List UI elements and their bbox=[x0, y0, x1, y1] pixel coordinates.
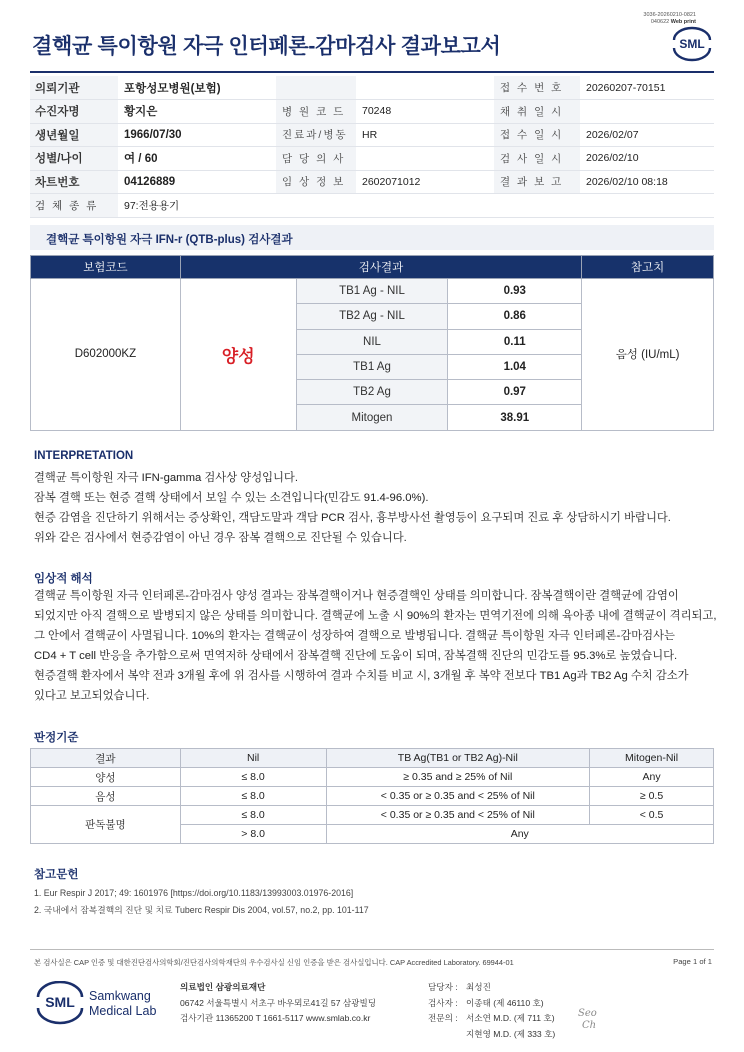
result-item-name: NIL bbox=[296, 329, 448, 354]
reference-item: 2. 국내에서 잠복결핵의 진단 및 치료 Tuberc Respir Dis 2004, vol.57, no.2, pp. 101-117 bbox=[34, 905, 369, 915]
result-item-name: TB2 Ag - NIL bbox=[296, 304, 448, 329]
signature-mark: Seo Ch bbox=[578, 1008, 597, 1031]
staff-role: 전문의 : bbox=[428, 1013, 458, 1023]
info-label: 채 취 일 시 bbox=[494, 100, 580, 124]
interpretation-line: 잠복 결핵 또는 현증 결핵 상태에서 보일 수 있는 소견입니다(민감도 91.4-96.0%). bbox=[34, 492, 429, 504]
staff-row bbox=[428, 996, 555, 1012]
references-heading: 참고문헌 bbox=[34, 869, 79, 881]
result-item-value: 0.86 bbox=[448, 304, 582, 329]
criteria-cell: < 0.5 bbox=[590, 806, 714, 825]
info-label: 담 당 의 사 bbox=[276, 147, 356, 171]
clinical-line: CD4 + T cell 반응을 추가함으로써 면역저하 상태에서 잠복결핵 진단에 도움이 되며, 잠복결핵 진단의 민감도를 95.3%로 높였습니다. bbox=[34, 650, 678, 662]
patient-info-row bbox=[30, 100, 714, 124]
criteria-cell: Any bbox=[590, 768, 714, 787]
staff-name: 이종태 (제 46110 호) bbox=[466, 997, 544, 1008]
patient-info-row bbox=[30, 147, 714, 171]
header-code: 보험코드 bbox=[31, 256, 181, 279]
header-result: 검사결과 bbox=[180, 256, 581, 279]
criteria-header: Mitogen-Nil bbox=[590, 749, 714, 768]
result-table bbox=[30, 255, 714, 431]
print-code: 040622 bbox=[650, 19, 670, 25]
info-value: 여 / 60 bbox=[118, 147, 276, 171]
info-label: 생년월일 bbox=[30, 123, 118, 147]
specimen-row bbox=[30, 194, 714, 218]
info-value: 2026/02/10 08:18 bbox=[580, 170, 714, 194]
patient-info-row bbox=[30, 123, 714, 147]
info-value: 2026/02/10 bbox=[580, 147, 714, 171]
staff-row bbox=[428, 980, 555, 996]
staff-name: 지현영 M.D. (제 333 호) bbox=[466, 1028, 556, 1039]
criteria-table bbox=[30, 748, 714, 844]
organization-contact: 검사기관 11365200 T 1661-5117 www.smlab.co.kr bbox=[180, 1013, 371, 1023]
info-value: 20260207-70151 bbox=[580, 76, 714, 100]
overall-result: 양성 bbox=[180, 279, 296, 431]
samkwang-logo-name-2: Medical Lab bbox=[89, 1004, 157, 1018]
report-title: 결핵균 특이항원 자극 인터페론-감마검사 결과보고서 bbox=[32, 35, 501, 58]
criteria-cell: ≤ 8.0 bbox=[180, 768, 326, 787]
info-label: 진료과/병동 bbox=[276, 123, 356, 147]
interpretation-text bbox=[34, 468, 720, 548]
criteria-cell: 음성 bbox=[31, 787, 181, 806]
patient-info-table bbox=[30, 76, 714, 218]
organization-name: 의료법인 삼광의료재단 bbox=[180, 982, 266, 992]
criteria-cell: ≥ 0.35 and ≥ 25% of Nil bbox=[326, 768, 590, 787]
info-label: 성별/나이 bbox=[30, 147, 118, 171]
staff-role: 검사자 : bbox=[428, 997, 458, 1008]
title-divider bbox=[30, 71, 714, 73]
criteria-cell: ≤ 8.0 bbox=[180, 787, 326, 806]
staff-role: 담당자 : bbox=[428, 982, 458, 992]
footer-divider bbox=[30, 949, 714, 950]
specimen-label: 검 체 종 류 bbox=[30, 194, 118, 218]
reference-item: 1. Eur Respir J 2017; 49: 1601976 [https://doi.org/10.1183/13993003.01976-2016] bbox=[34, 888, 354, 898]
info-value bbox=[580, 100, 714, 124]
clinical-heading: 임상적 해석 bbox=[34, 573, 93, 585]
clinical-line: 있다고 보고되었습니다. bbox=[34, 690, 150, 702]
print-stamp bbox=[643, 12, 696, 26]
info-value: 포항성모병원(보험) bbox=[118, 76, 276, 100]
result-item-value: 0.93 bbox=[448, 279, 582, 304]
result-row bbox=[31, 279, 714, 304]
info-label: 검 사 일 시 bbox=[494, 147, 580, 171]
specimen-value: 97:전용용기 bbox=[118, 194, 714, 218]
criteria-cell: 판독불명 bbox=[31, 806, 181, 844]
criteria-row-positive bbox=[31, 768, 714, 787]
interpretation-line: 결핵균 특이항원 자극 IFN-gamma 검사상 양성입니다. bbox=[34, 472, 298, 484]
criteria-header: Nil bbox=[180, 749, 326, 768]
result-item-value: 0.97 bbox=[448, 380, 582, 405]
page-number: Page 1 of 1 bbox=[673, 957, 712, 966]
info-value: 70248 bbox=[356, 100, 494, 124]
result-item-name: Mitogen bbox=[296, 405, 448, 430]
references-list bbox=[34, 885, 369, 919]
criteria-cell: 양성 bbox=[31, 768, 181, 787]
samkwang-logo-badge: SML bbox=[45, 994, 75, 1010]
staff-row bbox=[428, 1011, 555, 1027]
criteria-heading: 판정기준 bbox=[34, 732, 79, 744]
info-value: 2602071012 bbox=[356, 170, 494, 194]
info-label: 병 원 코 드 bbox=[276, 100, 356, 124]
clinical-line: 결핵균 특이항원 자극 인터페론-감마검사 양성 결과는 잠복결핵이거나 현증결핵인 상태를 의미합니다. 잠복결핵이란 결핵균에 감염이 bbox=[34, 590, 679, 602]
samkwang-logo-name-1: Samkwang bbox=[89, 989, 151, 1003]
criteria-cell: < 0.35 or ≥ 0.35 and < 25% of Nil bbox=[326, 787, 590, 806]
criteria-cell: > 8.0 bbox=[180, 825, 326, 844]
info-label: 임 상 정 보 bbox=[276, 170, 356, 194]
accreditation-note: 본 검사실은 CAP 인증 및 대한진단검사의학회/진단검사의학재단의 우수검사실 신임 인증을 받은 검사실입니다. CAP Accredited Laboratory. 69944-01 bbox=[34, 958, 514, 967]
samkwang-logo-icon bbox=[34, 981, 184, 1025]
info-value: 04126889 bbox=[118, 170, 276, 194]
reference-range: 음성 (IU/mL) bbox=[582, 279, 714, 431]
criteria-row-negative bbox=[31, 787, 714, 806]
clinical-line: 그 안에서 결핵균이 사멸됩니다. 10%의 환자는 결핵균이 성장하여 결핵으로 발병됩니다. 결핵균 특이항원 자극 인터페론-감마검사는 bbox=[34, 630, 675, 642]
info-value: 1966/07/30 bbox=[118, 123, 276, 147]
clinical-text bbox=[34, 586, 720, 706]
result-item-value: 1.04 bbox=[448, 354, 582, 379]
result-item-name: TB1 Ag bbox=[296, 354, 448, 379]
organization-address: 06742 서울특별시 서초구 바우뫼로41길 57 삼광빌딩 bbox=[180, 997, 377, 1008]
result-item-value: 38.91 bbox=[448, 405, 582, 430]
criteria-header: 결과 bbox=[31, 749, 181, 768]
interpretation-line: 현증 감염을 진단하기 위해서는 증상확인, 객담도말과 객담 PCR 검사, 흉부방사선 촬영등이 요구되며 진료 후 상담하시기 바랍니다. bbox=[34, 512, 671, 524]
info-value: 황지은 bbox=[118, 100, 276, 124]
clinical-line: 되었지만 아직 결핵으로 발병되지 않은 상태를 의미합니다. 결핵균에 노출 시 90%의 환자는 면역기전에 의해 육아종 내에 결핵균이 격리되고, bbox=[34, 610, 717, 622]
print-id: 3036-20260210-0821 bbox=[643, 12, 696, 18]
patient-info-row bbox=[30, 170, 714, 194]
criteria-cell: Any bbox=[326, 825, 713, 844]
info-value bbox=[356, 147, 494, 171]
info-value bbox=[356, 76, 494, 100]
staff-row bbox=[428, 1027, 555, 1043]
staff-name: 최성진 bbox=[466, 982, 491, 992]
sml-logo-icon bbox=[670, 26, 714, 62]
header-reference: 참고치 bbox=[582, 256, 714, 279]
info-value: 2026/02/07 bbox=[580, 123, 714, 147]
clinical-line: 현증결핵 환자에서 복약 전과 3개월 후에 위 검사를 시행하여 결과 수치를 비교 시, 3개월 후 복약 전보다 TB1 Ag과 TB2 Ag 수치 감소가 bbox=[34, 670, 689, 682]
result-item-name: TB2 Ag bbox=[296, 380, 448, 405]
insurance-code: D602000KZ bbox=[31, 279, 181, 431]
interpretation-heading: INTERPRETATION bbox=[34, 450, 134, 462]
info-label bbox=[276, 76, 356, 100]
info-label: 의뢰기관 bbox=[30, 76, 118, 100]
info-label: 접 수 번 호 bbox=[494, 76, 580, 100]
interpretation-line: 위와 같은 검사에서 현증감염이 아닌 경우 잠복 결핵으로 진단될 수 있습니다. bbox=[34, 532, 407, 544]
info-value: HR bbox=[356, 123, 494, 147]
result-section-title: 결핵균 특이항원 자극 IFN-r (QTB-plus) 검사결과 bbox=[30, 225, 714, 250]
result-item-value: 0.11 bbox=[448, 329, 582, 354]
staff-name: 서소연 M.D. (제 711 호) bbox=[466, 1013, 555, 1023]
criteria-cell: < 0.35 or ≥ 0.35 and < 25% of Nil bbox=[326, 806, 590, 825]
result-item-name: TB1 Ag - NIL bbox=[296, 279, 448, 304]
organization-info bbox=[180, 980, 376, 1027]
criteria-row-indeterminate bbox=[31, 806, 714, 825]
criteria-cell: ≤ 8.0 bbox=[180, 806, 326, 825]
info-label: 수진자명 bbox=[30, 100, 118, 124]
info-label: 차트번호 bbox=[30, 170, 118, 194]
print-label: Web print bbox=[670, 19, 696, 25]
sml-logo-text: SML bbox=[679, 37, 705, 51]
info-label: 결 과 보 고 bbox=[494, 170, 580, 194]
staff-list bbox=[428, 980, 555, 1042]
criteria-cell: ≥ 0.5 bbox=[590, 787, 714, 806]
info-label: 접 수 일 시 bbox=[494, 123, 580, 147]
staff-role bbox=[428, 1027, 466, 1043]
criteria-header: TB Ag(TB1 or TB2 Ag)-Nil bbox=[326, 749, 590, 768]
patient-info-row bbox=[30, 76, 714, 100]
